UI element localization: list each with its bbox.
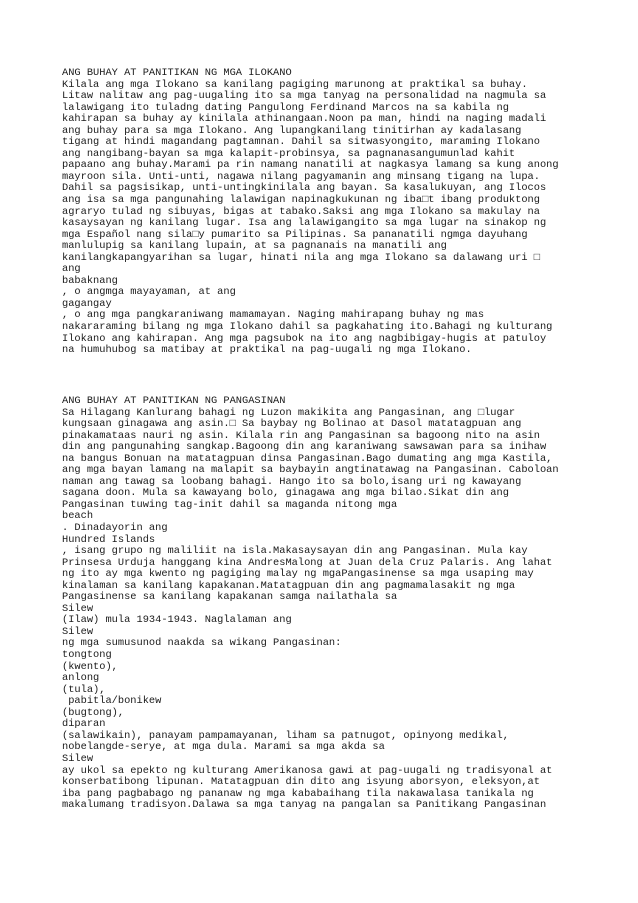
text-line: konserbatibong lipunan. Matatagpuan din dito ang isyung aborsyon, eleksyon,at	[62, 776, 540, 789]
text-line: ang isa sa mga pangunahing lalawigan napinagkukunan ng iba□t ibang produktong	[62, 194, 540, 207]
text-line: Kilala ang mga Ilokano sa kanilang pagiging marunong at praktikal sa buhay.	[62, 78, 528, 91]
text-line: ay ukol sa epekto ng kulturang Amerikanosa gawi at pag-uugali ng tradisyonal at	[62, 764, 553, 777]
text-line: beach	[62, 510, 94, 523]
text-line: mga Español nang sila□y pumarito sa Pilipinas. Sa pananatili ngmga dayuhang	[62, 228, 528, 241]
text-line: kahirapan sa buhay ay kinilala athinangaan.Noon pa man, hindi na naging madali	[62, 113, 547, 126]
text-line: Silew	[62, 752, 94, 765]
text-line: ng ito ay mga kwento ng pagiging malay ng mgaPangasinense sa mga usaping may	[62, 568, 534, 581]
text-line: ng mga sumusunod naakda sa wikang Pangasinan:	[62, 637, 342, 650]
text-line: tigang at hindi magandang pagtamnan. Dahil sa sitwasyongito, maraming Ilokano	[62, 136, 540, 149]
text-line: ang mga bayan lamang na malapit sa baybayin angtinatawag na Pangasinan. Caboloan	[62, 464, 559, 477]
text-line: pabitla/bonikew	[62, 695, 162, 708]
text-line: (salawikain), panayam pampamayanan, liham sa patnugot, opinyong medikal,	[62, 729, 509, 742]
text-line: lalawigang ito tuladng dating Pangulong Ferdinand Marcos na sa kabila ng	[62, 101, 509, 114]
section-heading: ANG BUHAY AT PANITIKAN NG MGA ILOKANO	[62, 67, 292, 79]
text-line: agraryo tulad ng sibuyas, bigas at tabako.Saksi ang mga Ilokano sa makulay na	[62, 205, 540, 218]
text-line: ang buhay para sa mga Ilokano. Ang lupangkanilang tinitirhan ay kadalasang	[62, 124, 522, 137]
text-line: (bugtong),	[62, 706, 125, 719]
section-pangasinan	[62, 396, 582, 812]
text-line: Pangasinan tuwing tag-init dahil sa maganda nitong mga	[62, 498, 398, 511]
text-line: papaano ang buhay.Marami pa rin namang nanatili at nagkasya lamang sa kung anong	[62, 159, 559, 172]
text-line: sagana doon. Mula sa kawayang bolo, ginagawa ang mga bilao.Sikat din ang	[62, 487, 509, 500]
text-line: Silew	[62, 625, 94, 638]
text-line: , o angmga mayayaman, at ang	[62, 286, 236, 299]
text-line: mayroon sila. Unti-unti, nagawa nilang pagyamanin ang minsang tigang na lupa.	[62, 170, 540, 183]
text-line: kanilangkapangyarihan sa lugar, hinati nila ang mga Ilokano sa dalawang uri □	[62, 251, 540, 264]
text-line: iba pang pagbabago ng pananaw ng mga kababaihang tila nakawalasa tanikala ng	[62, 787, 534, 800]
text-line: ang	[62, 263, 81, 276]
text-line: Sa Hilagang Kanlurang bahagi ng Luzon makikita ang Pangasinan, ang □lugar	[62, 406, 516, 419]
text-line: Hundred Islands	[62, 533, 156, 546]
text-line: Litaw nalitaw ang pag-uugaling ito sa mga tanyag na personalidad na nagmula sa	[62, 90, 547, 103]
section-ilokano	[62, 68, 582, 357]
text-line: gagangay	[62, 297, 112, 310]
text-line: . Dinadayorin ang	[62, 522, 168, 535]
text-line: nakararaming bilang ng mga Ilokano dahil sa pagkahating ito.Bahagi ng kulturang	[62, 321, 553, 334]
text-line: naman ang tawag sa loobang bahagi. Hango ito sa bolo,isang uri ng kawayang	[62, 475, 522, 488]
text-line: , o ang mga pangkaraniwang mamamayan. Naging mahirapang buhay ng mas	[62, 309, 485, 322]
text-line: makalumang tradisyon.Dalawa sa mga tanyag na pangalan sa Panitikang Pangasinan	[62, 799, 547, 812]
text-line: , isang grupo ng maliliit na isla.Makasaysayan din ang Pangasinan. Mula kay	[62, 545, 528, 558]
text-line: kinalaman sa kanilang kapakanan.Matatagpuan din ang pagmamalasakit ng mga	[62, 579, 516, 592]
text-line: (tula),	[62, 683, 106, 696]
text-line: tongtong	[62, 649, 112, 662]
text-line: din ang pangunahing sangkap.Bagoong din ang karaniwang sawsawan para sa inihaw	[62, 441, 547, 454]
text-line: ang nangibang-bayan sa mga kalapit-probinsya, sa pagnanasangumunlad kahit	[62, 147, 516, 160]
text-line: babaknang	[62, 274, 118, 287]
text-line: kasaysayan ng kanilang lugar. Isa ang lalawigangito sa mga lugar na sinakop ng	[62, 217, 547, 230]
text-line: manlulupig sa kanilang lupain, at sa pagnanais na manatili ang	[62, 240, 447, 253]
text-line: pinakamataas nauri ng asin. Kilala rin ang Pangasinan sa bagoong nito na asin	[62, 429, 540, 442]
text-line: na bangus Bonuan na matatagpuan dinsa Pangasinan.Bago dumating ang mga Kastila,	[62, 452, 553, 465]
text-line: Pangasinense sa kanilang kapakanan samga nailathala sa	[62, 591, 398, 604]
text-line: anlong	[62, 672, 100, 685]
text-line: Ilokano ang kahirapan. Ang mga pagsubok na ito ang nagbibigay-hugis at patuloy	[62, 332, 547, 345]
text-line: Silew	[62, 602, 94, 615]
text-line: na humuhubog sa matibay at praktikal na pag-uugali ng mga Ilokano.	[62, 344, 472, 357]
text-line: Dahil sa pagsisikap, unti-untingkinilala ang bayan. Sa kasalukuyan, ang Ilocos	[62, 182, 547, 195]
section-heading: ANG BUHAY AT PANITIKAN NG PANGASINAN	[62, 395, 286, 407]
text-line: (kwento),	[62, 660, 118, 673]
text-line: Prinsesa Urduja hanggang kina AndresMalong at Juan dela Cruz Palaris. Ang lahat	[62, 556, 553, 569]
text-line: nobelangde-serye, at mga dula. Marami sa mga akda sa	[62, 741, 385, 754]
text-line: kungsaan ginagawa ang asin.□ Sa baybay ng Bolinao at Dasol matatagpuan ang	[62, 418, 522, 431]
text-line: (Ilaw) mula 1934-1943. Naglalaman ang	[62, 614, 292, 627]
text-line: diparan	[62, 718, 106, 731]
